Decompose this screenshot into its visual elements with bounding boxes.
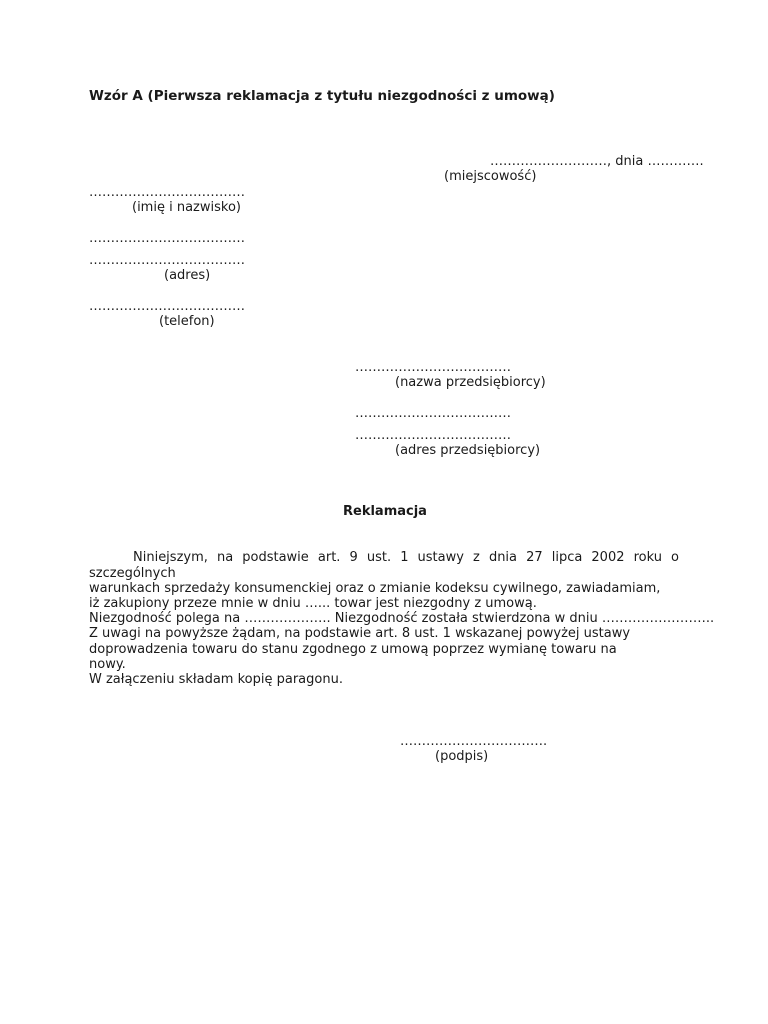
business-address-dots-1: ………………………………: [355, 406, 511, 421]
place-label: (miejscowość): [444, 169, 537, 184]
body-line: szczególnych: [89, 566, 176, 581]
signature-dots: …………………………….: [400, 734, 548, 749]
document-title: Wzór A (Pierwsza reklamacja z tytułu niezgodności z umową): [89, 88, 555, 104]
body-line: Niezgodność polega na ……………….. Niezgodność została stwierdzona w dniu ……………………..: [89, 611, 715, 626]
consumer-phone-label: (telefon): [159, 314, 215, 329]
body-line: W załączeniu składam kopię paragonu.: [89, 672, 343, 687]
consumer-address-dots-1: ………………………………: [89, 231, 245, 246]
consumer-address-label: (adres): [164, 268, 211, 283]
signature-label: (podpis): [435, 749, 489, 764]
consumer-address-dots-2: ………………………………: [89, 253, 245, 268]
business-name-dots: ………………………………: [355, 360, 511, 375]
consumer-phone-dots: ………………………………: [89, 299, 245, 314]
consumer-name-dots: ………………………………: [89, 185, 245, 200]
consumer-name-label: (imię i nazwisko): [132, 200, 241, 215]
body-line: nowy.: [89, 657, 126, 672]
business-address-label: (adres przedsiębiorcy): [395, 443, 541, 458]
body-line: Niniejszym, na podstawie art. 9 ust. 1 ustawy z dnia 27 lipca 2002 roku o: [133, 550, 679, 565]
complaint-heading: Reklamacja: [343, 504, 427, 519]
place-date-line: ………………………, dnia ………….: [490, 154, 704, 169]
body-line: Z uwagi na powyższe żądam, na podstawie art. 8 ust. 1 wskazanej powyżej ustawy: [89, 626, 631, 641]
body-line: iż zakupiony przeze mnie w dniu …... towar jest niezgodny z umową.: [89, 596, 537, 611]
business-name-label: (nazwa przedsiębiorcy): [395, 375, 546, 390]
business-address-dots-2: ………………………………: [355, 428, 511, 443]
body-line: warunkach sprzedaży konsumenckiej oraz o zmianie kodeksu cywilnego, zawiadamiam,: [89, 581, 661, 596]
body-line: doprowadzenia towaru do stanu zgodnego z umową poprzez wymianę towaru na: [89, 642, 617, 657]
